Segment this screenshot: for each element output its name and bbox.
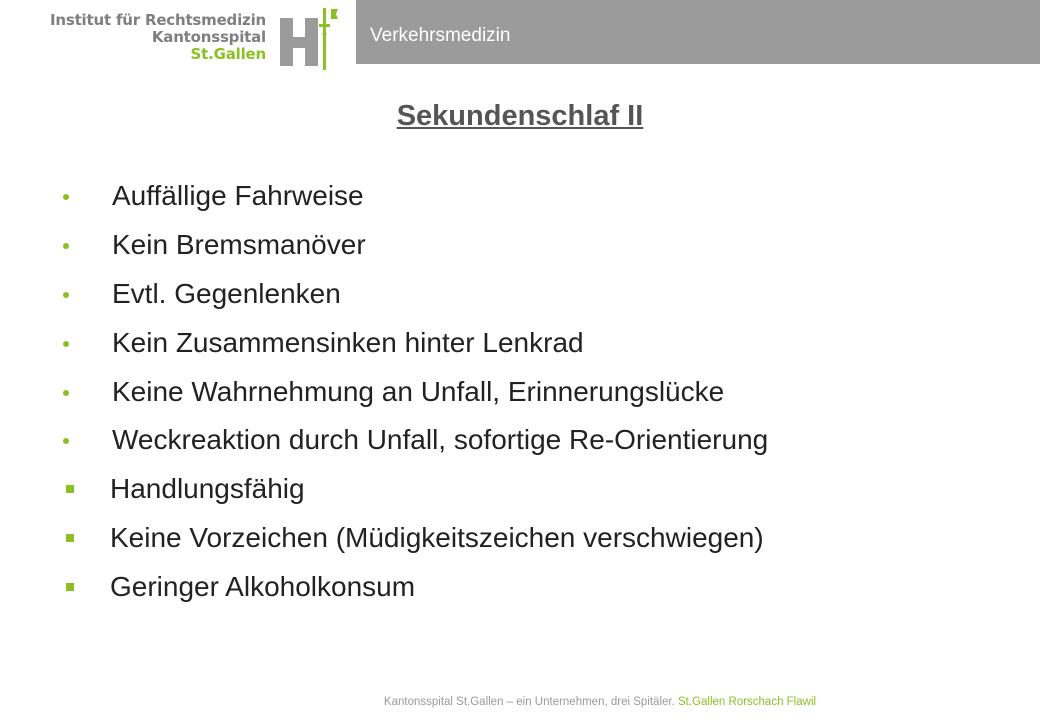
footer-text: Kantonsspital St.Gallen – ein Unternehmen, drei Spitäler. xyxy=(383,696,675,708)
logo-text xyxy=(40,12,266,63)
square-bullet-icon xyxy=(66,534,74,542)
square-bullet-icon xyxy=(66,485,74,493)
dot-bullet-icon xyxy=(63,243,69,249)
dot-bullet-icon xyxy=(63,341,69,347)
bullet-text: Kein Bremsmanöver xyxy=(112,228,366,260)
bullet-text: Keine Wahrnehmung an Unfall, Erinnerungslücke xyxy=(112,375,725,407)
dot-bullet-icon xyxy=(63,292,69,298)
square-bullet-icon xyxy=(66,583,74,591)
bullet-text: Auffällige Fahrweise xyxy=(112,180,364,211)
bullet-text: Weckreaktion durch Unfall, sofortige Re-Orientierung xyxy=(112,424,769,456)
bullet-text: Kein Zusammensinken hinter Lenkrad xyxy=(112,326,584,358)
slide-title: Sekundenschlaf II xyxy=(396,100,644,132)
dot-bullet-icon xyxy=(63,438,69,444)
dot-bullet-icon xyxy=(63,390,69,396)
logo-line-city: St.Gallen xyxy=(190,45,266,63)
footer xyxy=(0,696,1040,708)
bullet-text: Geringer Alkoholkonsum xyxy=(110,571,416,603)
footer-locations: St.Gallen Rorschach Flawil xyxy=(678,696,817,708)
bullet-text: Keine Vorzeichen (Müdigkeitszeichen verschwiegen) xyxy=(110,522,764,554)
hospital-h-logo-icon xyxy=(280,4,350,70)
logo-line-hospital: Kantonsspital xyxy=(151,28,266,46)
bullet-text: Evtl. Gegenlenken xyxy=(112,277,341,309)
bullet-text: Handlungsfähig xyxy=(110,473,305,505)
header-bar xyxy=(356,0,1040,64)
dot-bullet-icon xyxy=(63,194,69,200)
logo-line-institute: Institut für Rechtsmedizin xyxy=(50,11,266,29)
institute-logo xyxy=(0,0,356,72)
header-title: Verkehrsmedizin xyxy=(370,25,511,46)
